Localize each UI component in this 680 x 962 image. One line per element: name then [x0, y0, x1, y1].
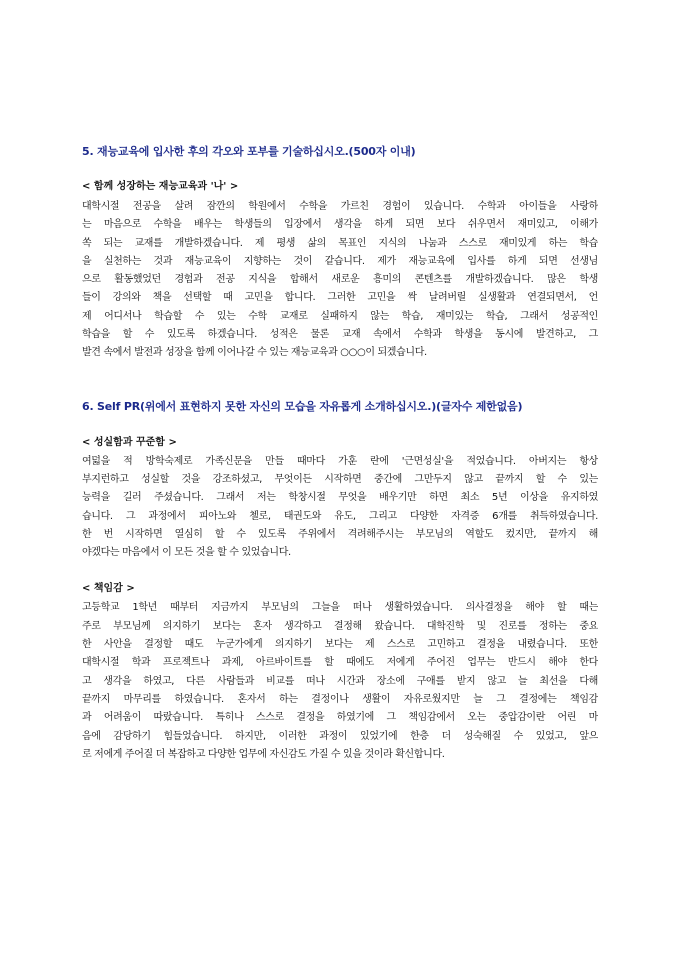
section-5-title: 5. 재능교육에 입사한 후의 각오와 포부를 기술하십시오.(500자 이내) — [82, 145, 416, 158]
section-6-subtitle-responsibility: < 책임감 > — [82, 583, 135, 595]
paragraph-line: 능력을 길러 주셨습니다. 그래서 저는 학창시절 무엇을 배우기만 하면 최소 5년 이상을 유지하였 — [82, 492, 598, 504]
paragraph-line: 부지런하고 성실할 것을 강조하셨고, 무엇이든 시작하면 중간에 그만두지 않고 끝까지 할 수 있는 — [82, 473, 598, 485]
paragraph-line: 쏙 되는 교재를 개발하겠습니다. 제 평생 삶의 목표인 지식의 나눔과 스스로 재미있게 하는 학습 — [82, 237, 598, 249]
section-6 — [82, 399, 598, 764]
paragraph-line: 대학시절 전공을 살려 잠깐의 학원에서 수학을 가르친 경험이 있습니다. 수학과 아이들을 사랑하 — [82, 201, 598, 212]
paragraph-line: 는 마음으로 수학을 배우는 학생들의 입장에서 생각을 하게 되면 보다 쉬우면서 재미있고, 이해가 — [82, 219, 598, 231]
paragraph-line: 끝까지 마무리를 하였습니다. 혼자서 하는 결정이나 생활이 자유로웠지만 늘 그 결정에는 책임감 — [82, 693, 598, 705]
paragraph-line: 대학시절 학과 프로젝트나 과제, 아르바이트를 할 때에도 저에게 주어진 업무는 반드시 해야 한다 — [82, 657, 598, 669]
paragraph-line: 고 생각을 하였고, 다른 사람들과 비교를 떠나 시간과 장소에 구애를 받지 않고 늘 최선을 다해 — [82, 675, 598, 687]
section-5-paragraph — [82, 198, 598, 363]
section-6-title: 6. Self PR(위에서 표현하지 못한 자신의 모습을 자유롭게 소개하십시오.)(글자수 제한없음) — [82, 399, 523, 413]
section-5-subtitle: < 함께 성장하는 재능교육과 '나' > — [82, 181, 239, 192]
paragraph-line: 학습을 할 수 있도록 하겠습니다. 성적은 물론 교재 속에서 수학과 학생을 동시에 발견하고, 그 — [82, 329, 598, 341]
section-6-paragraph-diligence — [82, 453, 598, 563]
paragraph-line: 로 저에게 주어질 더 복잡하고 다양한 업무에 자신감도 가질 수 있을 것이라 확신합니다. — [82, 748, 445, 760]
section-5 — [82, 144, 598, 363]
paragraph-line: 으로 활동했었던 경험과 전공 지식을 합해서 새로운 흥미의 콘텐츠를 개발하겠습니다. 많은 학생 — [82, 274, 598, 286]
section-6-subtitle-diligence: < 성실함과 꾸준함 > — [82, 436, 177, 448]
paragraph-line: 여덟을 적 방학숙제로 가족신문을 만들 때마다 가훈 란에 '근면성실'을 적었습니다. 아버지는 항상 — [82, 455, 598, 467]
section-6-paragraph-responsibility — [82, 599, 598, 764]
paragraph-line: 제 어디서나 학습할 수 있는 수학 교재로 실패하지 않는 학습, 재미있는 학습, 그래서 성공적인 — [82, 310, 598, 322]
paragraph-line: 습니다. 그 과정에서 피아노와 첼로, 태권도와 유도, 그리고 다양한 자격증 6개를 취득하였습니다. — [82, 510, 598, 522]
paragraph-line: 음에 감당하기 힘들었습니다. 하지만, 이러한 과정이 있었기에 한층 더 성숙해질 수 있었고, 앞으 — [82, 730, 598, 742]
paragraph-line: 주로 부모님께 의지하기 보다는 혼자 생각하고 결정해 왔습니다. 대학진학 및 진로를 정하는 중요 — [82, 620, 598, 632]
paragraph-line: 고등학교 1학년 때부터 지금까지 부모님의 그늘을 떠나 생활하였습니다. 의사결정을 해야 할 때는 — [82, 602, 598, 614]
paragraph-line: 을 실천하는 것과 재능교육이 지향하는 것이 같습니다. 제가 재능교육에 입사를 하게 되면 선생님 — [82, 255, 598, 267]
paragraph-line: 들이 강의와 책을 선택할 때 고민을 합니다. 그러한 고민을 싹 날려버릴 실생활과 연결되면서, 언 — [82, 292, 598, 304]
paragraph-line: 야겠다는 마음에서 이 모든 것을 할 수 있었습니다. — [82, 547, 291, 559]
document-content — [82, 144, 598, 764]
paragraph-line: 한 사안을 결정할 때도 누군가에게 의지하기 보다는 제 스스로 고민하고 결정을 내렸습니다. 또한 — [82, 639, 598, 651]
paragraph-line: 발견 속에서 발전과 성장을 함께 이어나갈 수 있는 재능교육과 ○○○이 되겠습니다. — [82, 347, 427, 359]
paragraph-line: 과 어려움이 따랐습니다. 특히나 스스로 결정을 하였기에 그 책임감에서 오는 중압감이란 어린 마 — [82, 712, 598, 724]
paragraph-line: 한 번 시작하면 열심히 할 수 있도록 주위에서 격려해주시는 부모님의 역할도 컸지만, 끝까지 해 — [82, 528, 598, 540]
